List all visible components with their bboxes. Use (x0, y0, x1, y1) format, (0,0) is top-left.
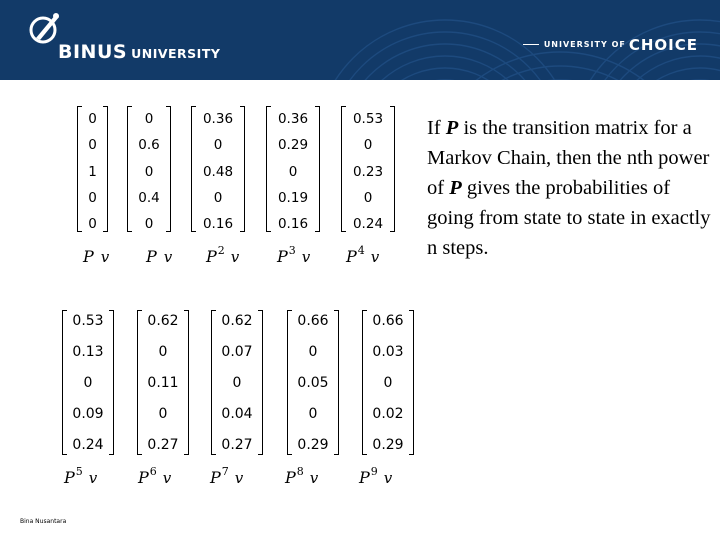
vector-entry: 0 (308, 406, 318, 422)
label-v: v (301, 248, 311, 266)
label-exponent: 2 (217, 244, 225, 257)
vector-entry: 0.4 (138, 189, 160, 206)
tagline-small: UNIVERSITY OF (543, 40, 626, 49)
vector-entry: 0 (363, 137, 373, 154)
vector-p6v (137, 310, 189, 455)
label-v: v (383, 469, 393, 487)
vector-entry: 0.62 (221, 313, 253, 329)
vector-entry: 0 (88, 137, 97, 154)
vector-values (137, 310, 189, 455)
vector-entry: 0.23 (352, 163, 384, 180)
bracket-right (409, 310, 414, 455)
university-logo (58, 41, 220, 63)
vector-label (285, 465, 318, 487)
vector-label (359, 465, 392, 487)
vector-p7v (211, 310, 263, 455)
vector-values (62, 310, 114, 455)
vector-label (210, 465, 243, 487)
label-exponent: 6 (149, 465, 157, 478)
bracket-right (390, 106, 395, 232)
vector-entry: 0 (88, 111, 97, 127)
bracket-left (127, 106, 132, 232)
label-v: v (230, 248, 240, 266)
vector-entry: 0 (232, 375, 242, 391)
vector-label (277, 244, 310, 266)
label-p: P (64, 468, 75, 487)
vector-values (266, 106, 320, 232)
label-p: P (83, 247, 94, 266)
vector-entry: 0.36 (277, 111, 309, 127)
vector-entry: 0 (158, 344, 168, 360)
logo-binus: BINUS (58, 41, 128, 63)
label-exponent: 4 (357, 244, 365, 257)
vector-entry: 0.07 (221, 344, 253, 360)
university-of-choice-tagline (523, 34, 698, 54)
label-p: P (210, 468, 221, 487)
label-exponent: 5 (75, 465, 83, 478)
vector-entry: 0.53 (72, 313, 104, 329)
label-exponent: 9 (370, 465, 378, 478)
vector-entry: 1 (88, 163, 97, 180)
label-v: v (162, 469, 172, 487)
vector-entry: 0.04 (221, 406, 253, 422)
matrix-symbol: P (445, 117, 459, 139)
vector-entry: 0.6 (138, 137, 160, 154)
vector-p3v (266, 106, 320, 232)
vector-entry: 0.13 (72, 344, 104, 360)
vector-entry: 0 (383, 375, 393, 391)
bracket-left (341, 106, 346, 232)
vector-entry: 0.19 (277, 189, 309, 206)
matrix-symbol: P (449, 177, 462, 199)
logo-university: UNIVERSITY (131, 46, 221, 61)
vector-entry: 0.29 (297, 437, 329, 453)
bracket-left (191, 106, 196, 232)
vector-entry: 0.48 (202, 163, 234, 180)
explanation-text (427, 113, 717, 263)
vector-values (191, 106, 245, 232)
label-v: v (370, 248, 380, 266)
bracket-right (166, 106, 171, 232)
bracket-left (211, 310, 216, 455)
vector-p4v (341, 106, 395, 232)
vector-entry: 0.03 (372, 344, 404, 360)
label-p: P (206, 247, 217, 266)
label-v: v (163, 248, 173, 266)
vector-values (211, 310, 263, 455)
vector-entry: 0.29 (277, 137, 309, 154)
vector-label (138, 465, 171, 487)
label-p: P (346, 247, 357, 266)
label-v: v (88, 469, 98, 487)
vector-p8v (287, 310, 339, 455)
vector-entry: 0.62 (147, 313, 179, 329)
label-exponent: 7 (221, 465, 229, 478)
vector-p2v (191, 106, 245, 232)
label-exponent: 3 (288, 244, 296, 257)
vector-entry: 0 (288, 163, 298, 180)
vector-entry: 0.24 (72, 437, 104, 453)
vector-v (77, 106, 108, 232)
vector-entry: 0.27 (147, 437, 179, 453)
text-part: is the transition matrix for a Markov Chain, then the nth power of (427, 117, 710, 199)
bracket-right (258, 310, 263, 455)
vector-values (362, 310, 414, 455)
vector-entry: 0.16 (202, 216, 234, 232)
label-exponent: 8 (296, 465, 304, 478)
bracket-right (103, 106, 108, 232)
header-banner (0, 0, 720, 80)
label-p: P (359, 468, 370, 487)
vector-values (127, 106, 171, 232)
bracket-right (334, 310, 339, 455)
vector-entry: 0 (83, 375, 93, 391)
bracket-left (77, 106, 82, 232)
vector-entry: 0.11 (147, 375, 179, 391)
bracket-left (62, 310, 67, 455)
vector-entry: 0.66 (297, 313, 329, 329)
vector-pv (127, 106, 171, 232)
vector-entry: 0 (144, 163, 154, 180)
bracket-left (287, 310, 292, 455)
text-part: If (427, 117, 446, 139)
vector-entry: 0.09 (72, 406, 104, 422)
vector-entry: 0 (158, 406, 168, 422)
vector-entry: 0 (88, 189, 97, 206)
vector-values (341, 106, 395, 232)
tagline-rule (523, 44, 539, 45)
bracket-right (109, 310, 114, 455)
vector-entry: 0.02 (372, 406, 404, 422)
label-p: P (277, 247, 288, 266)
vector-p5v (62, 310, 114, 455)
footer-text: Bina Nusantara (20, 518, 67, 525)
bracket-right (315, 106, 320, 232)
vector-entry: 0 (308, 344, 318, 360)
vector-label (346, 244, 379, 266)
bracket-left (137, 310, 142, 455)
vector-label (146, 244, 172, 266)
bracket-left (266, 106, 271, 232)
vector-entry: 0.24 (352, 216, 384, 232)
vector-entry: 0.16 (277, 216, 309, 232)
vector-entry: 0.29 (372, 437, 404, 453)
vector-values (287, 310, 339, 455)
vector-p9v (362, 310, 414, 455)
label-p: P (285, 468, 296, 487)
vector-entry: 0 (144, 111, 154, 127)
label-v: v (309, 469, 319, 487)
vector-entry: 0.05 (297, 375, 329, 391)
label-p: P (138, 468, 149, 487)
label-p: P (146, 247, 157, 266)
label-v: v (100, 248, 110, 266)
tagline-big: CHOICE (628, 35, 698, 54)
bracket-right (240, 106, 245, 232)
vector-entry: 0 (144, 216, 154, 232)
vector-label (206, 244, 239, 266)
vector-entry: 0.66 (372, 313, 404, 329)
bracket-right (184, 310, 189, 455)
vector-entry: 0 (213, 137, 223, 154)
vector-entry: 0 (88, 216, 97, 232)
bracket-left (362, 310, 367, 455)
vector-entry: 0.53 (352, 111, 384, 127)
vector-entry: 0 (213, 189, 223, 206)
vector-entry: 0 (363, 189, 373, 206)
text-part: gives the probabilities of going from state to state in exactly n steps. (427, 177, 711, 259)
vector-label (64, 465, 97, 487)
vector-entry: 0.27 (221, 437, 253, 453)
label-v: v (234, 469, 244, 487)
vector-entry: 0.36 (202, 111, 234, 127)
vector-label (83, 244, 109, 266)
